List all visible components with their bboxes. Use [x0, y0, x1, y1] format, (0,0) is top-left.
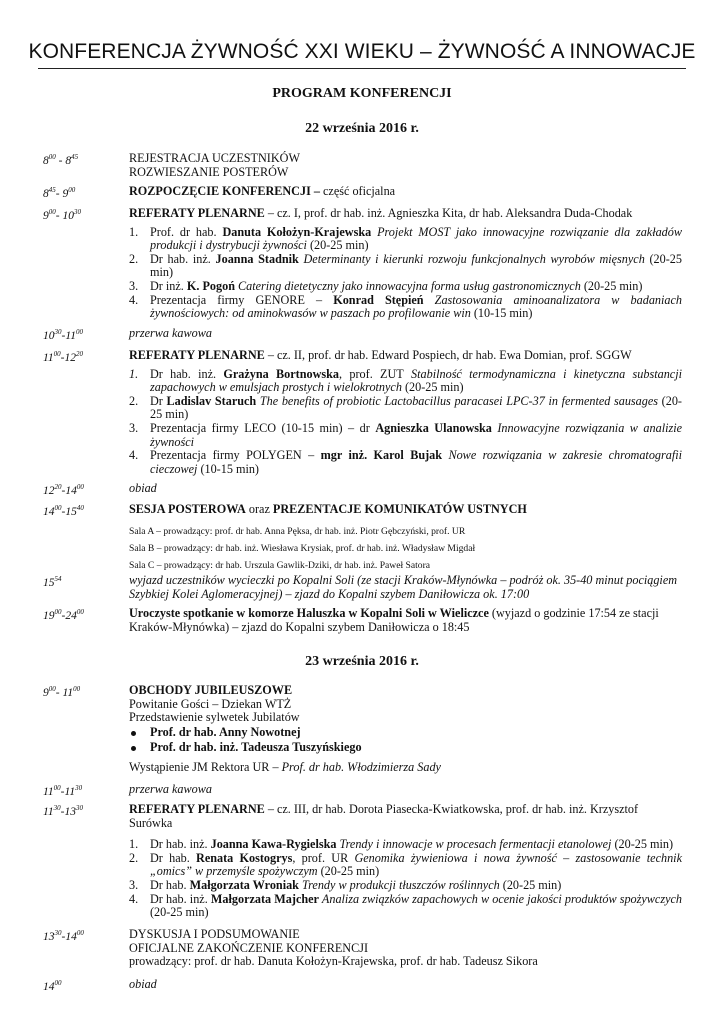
plenary-1-list — [129, 226, 682, 321]
list-item: 3. Dr hab. Małgorzata Wroniak Trendy w produkcji tłuszczów roślinnych (20-25 min) — [129, 877, 562, 892]
list-item: 2. Dr Ladislav Staruch The benefits of probiotic Lactobacillus paracasei LPC-37 in fermented sausages (20-25 min) — [129, 393, 682, 422]
list-item: 1. Prof. dr hab. Danuta Kołożyn-Krajewska Projekt MOST jako innowacyjne rozwiązanie dla zakładów produkcji i dystrybucji żywności (20-25 min) — [129, 224, 682, 253]
time-slot: $12^{20}-14^{00}$ — [43, 483, 84, 497]
time-slot: $8^{00} - 8^{45}$ — [43, 153, 79, 167]
time-slot: $14^{00}-15^{40}$ — [43, 504, 84, 518]
session-plenary-1: REFERATY PLENARNE – cz. I, prof. dr hab. inż. Agnieszka Kita, dr hab. Aleksandra Duda-Chodak 1. Prof. dr hab. Danuta Kołożyn-Krajewska Projekt MOST jako innowacyjne rozwiązanie dla zakładów produkcji i dystrybucji żywności (20-25 min) 2. Dr hab. inż. Joanna Stadnik Determinanty i kierunki rozwoju funkcjonalnych wyrobów mięsnych (20-25 min) 3. Dr inż. K. Pogoń Catering dietetyczny jako innowacyjna forma usług gastronomicznych (20-25 min) 4. Prezentacja firmy GENORE – Konrad Stępień Zastosowania aminoanalizatora w badaniach żywnościowych: od aminokwasów w paszach po profilowanie win (10-15 min) — [129, 206, 682, 321]
lunch: obiad — [129, 977, 157, 991]
time-slot: $13^{30}-14^{00}$ — [43, 929, 84, 943]
program-title: PROGRAM KONFERENCJI — [272, 86, 452, 101]
list-item: 4. Prezentacja firmy POLYGEN – mgr inż. Karol Bujak Nowe rozwiązania w zakresie chromatografii cieczowej (10-15 min) — [129, 448, 683, 476]
time-slot: $10^{30}-11^{00}$ — [43, 328, 83, 342]
jubilee-honoree: Prof. dr hab. Anny Nowotnej — [129, 725, 682, 740]
lunch: obiad — [129, 481, 157, 495]
session-posters: SESJA POSTEROWA oraz PREZENTACJE KOMUNIKATÓW USTNYCH Sala A – prowadzący: prof. dr hab. Anna Pęksa, dr hab. inż. Piotr Gębczyński, prof. UR Sala B – prowadzący: dr hab. inż. Wiesława Krysiak, prof. dr hab. inż. Władysław Migdał Sala C – prowadzący: dr hab. Urszula Gawlik-Dziki, dr hab. inż. Paweł Satora — [129, 503, 682, 574]
session-plenary-2: REFERATY PLENARNE – cz. II, prof. dr hab. Edward Pospiech, dr hab. Ewa Domian, prof. SGGW 1. Dr hab. inż. Grażyna Bortnowska, prof. ZUT Stabilność termodynamiczna i kinetyczna substancji zapachowych w emulsjach prostych i wielokrotnych (20-25 min) 2. Dr Ladislav Staruch The benefits of probiotic Lactobacillus paracasei LPC-37 in fermented sausages (20-25 min) 3. Prezentacja firmy LECO (10-15 min) – dr Agnieszka Ulanowska Innowacyjne rozwiązania w analizie żywności 4. Prezentacja firmy POLYGEN – mgr inż. Karol Bujak Nowe rozwiązania w zakresie chromatografii cieczowej (10-15 min) — [129, 348, 683, 476]
time-slot: $11^{00}-11^{30}$ — [43, 784, 83, 798]
list-item: 1. Dr hab. inż. Joanna Kawa-Rygielska Trendy i innowacje w procesach fermentacji etanolowej (20-25 min) — [129, 837, 674, 852]
list-item: 4. Dr hab. inż. Małgorzata Majcher Analiza związków zapachowych w ocenie jakości produktów spożywczych (20-25 min) — [129, 891, 682, 920]
room-b: Sala B – prowadzący: dr hab. inż. Wiesława Krysiak, prof. dr hab. inż. Władysław Migdał — [129, 542, 476, 554]
list-item: 1. Dr hab. inż. Grażyna Bortnowska, prof. ZUT Stabilność termodynamiczna i kinetyczna substancji zapachowych w emulsjach prostych i wielokrotnych (20-25 min) — [129, 366, 682, 395]
excursion-departure: wyjazd uczestników wycieczki po Kopalni Soli (ze stacji Kraków-Młynówka – podróż ok. 35-40 minut pociągiem Szybkiej Kolei Aglomeracyjnej) – zjazd do Kopalni szybem Daniłowicza ok. 17:00 — [129, 573, 678, 601]
coffee-break: przerwa kawowa — [129, 326, 212, 340]
time-slot: $8^{45}-$ $9^{00}$ — [43, 186, 76, 200]
list-item: 2. Dr hab. Renata Kostogrys, prof. UR Genomika żywieniowa i nowa żywność – zastosowanie technik „omics” w przemyśle spożywczym (20-25 min) — [129, 850, 682, 879]
title-rule — [38, 68, 686, 69]
list-item: 4. Prezentacja firmy GENORE – Konrad Stępień Zastosowania aminoanalizatora w badaniach żywnościowych: od aminokwasów w paszach po profilowanie win (10-15 min) — [129, 292, 682, 321]
coffee-break: przerwa kawowa — [129, 782, 212, 796]
session-jubilee: OBCHODY JUBILEUSZOWE Powitanie Gości – Dziekan WTŻ Przedstawienie sylwetek Jubilatów Prof. dr hab. Anny Nowotnej Prof. dr hab. inż. Tadeusza Tuszyńskiego Wystąpienie JM Rektora UR – Prof. dr hab. Włodzimierza Sady — [129, 684, 682, 774]
time-slot: $11^{30}-13^{30}$ — [43, 804, 83, 818]
evening-gala: Uroczyste spotkanie w komorze Haluszka w Kopalni Soli w Wieliczce (wyjazd o godzinie 17:54 ze stacji Kraków-Młynówka) – zjazd do Kopalni szybem Daniłowicza o 18:45 — [129, 606, 659, 634]
time-slot: $11^{00}-12^{20}$ — [43, 350, 83, 364]
conference-title: KONFERENCJA ŻYWNOŚĆ XXI WIEKU – ŻYWNOŚĆ A INNOWACJE — [28, 40, 696, 63]
room-a: Sala A – prowadzący: prof. dr hab. Anna Pęksa, dr hab. inż. Piotr Gębczyński, prof. UR — [129, 525, 466, 537]
day2-date: 23 września 2016 r. — [305, 654, 419, 669]
room-c: Sala C – prowadzący: dr hab. Urszula Gawlik-Dziki, dr hab. inż. Paweł Satora — [129, 559, 431, 571]
list-item: 3. Dr inż. K. Pogoń Catering dietetyczny jako innowacyjna forma usług gastronomicznych (20-25 min) — [129, 278, 643, 293]
list-item: 2. Dr hab. inż. Joanna Stadnik Determinanty i kierunki rozwoju funkcjonalnych wyrobów mięsnych (20-25 min) — [129, 251, 682, 280]
plenary-3-list — [129, 838, 682, 920]
plenary-2-list — [129, 368, 682, 477]
time-slot: $19^{00}-24^{00}$ — [43, 608, 84, 622]
time-slot: $9^{00}-$ $11^{00}$ — [43, 685, 81, 699]
session-closing: DYSKUSJA I PODSUMOWANIE OFICJALNE ZAKOŃCZENIE KONFERENCJI prowadzący: prof. dr hab. Danuta Kołożyn-Krajewska, prof. dr hab. Tadeusz Sikora — [129, 927, 538, 969]
jubilee-honoree: Prof. dr hab. inż. Tadeusza Tuszyńskiego — [129, 740, 682, 755]
session-plenary-3: REFERATY PLENARNE – cz. III, dr hab. Dorota Piasecka-Kwiatkowska, prof. dr hab. inż. Krzysztof Surówka 1. Dr hab. inż. Joanna Kawa-Rygielska Trendy i innowacje w procesach fermentacji etanolowej (20-25 min) 2. Dr hab. Renata Kostogrys, prof. UR Genomika żywieniowa i nowa żywność – zastosowanie technik „omics” w przemyśle spożywczym (20-25 min) 3. Dr hab. Małgorzata Wroniak Trendy w produkcji tłuszczów roślinnych (20-25 min) 4. Dr hab. inż. Małgorzata Majcher Analiza związków zapachowych w ocenie jakości produktów spożywczych (20-25 min) — [129, 802, 682, 920]
day1-date: 22 września 2016 r. — [305, 121, 419, 136]
time-slot: $9^{00}-$ $10^{30}$ — [43, 208, 81, 222]
time-slot: $14^{00}$ — [43, 979, 62, 993]
list-item: 3. Prezentacja firmy LECO (10-15 min) – dr Agnieszka Ulanowska Innowacyjne rozwiązania w analizie żywności — [129, 420, 683, 449]
session-registration: REJESTRACJA UCZESTNIKÓW ROZWIESZANIE POSTERÓW — [129, 151, 300, 179]
time-slot: $15^{54}$ — [43, 575, 62, 589]
session-opening: ROZPOCZĘCIE KONFERENCJI – część oficjalna — [129, 184, 396, 198]
